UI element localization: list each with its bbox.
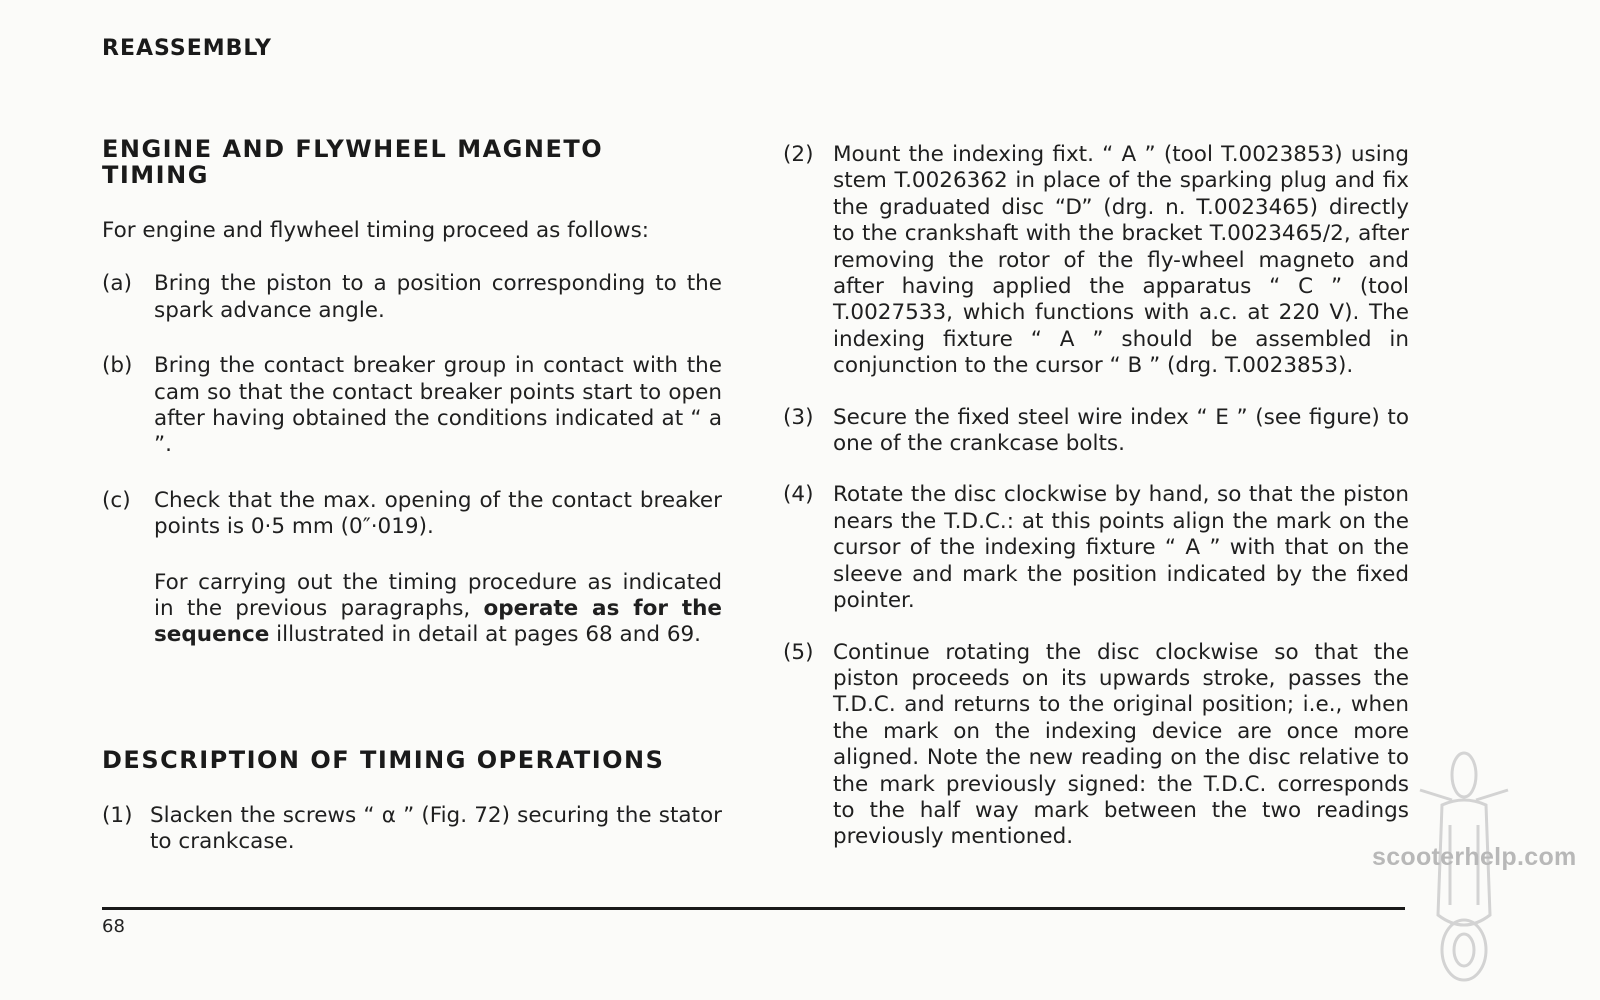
item-label: (a) [102,271,132,297]
heading-line: TIMING [102,161,209,189]
item-text: Check that the max. opening of the contact breaker points is 0·5 mm (0″·019). [154,487,722,540]
heading-engine-timing [102,136,722,188]
step-label: (5) [783,639,814,665]
item-text: Bring the contact breaker group in contact with the cam so that the contact breaker points start to open after having obtained the conditions indicated at “ a ”. [154,353,722,458]
step-label: (2) [783,142,814,167]
step-text: Secure the fixed steel wire index “ E ” (see figure) to one of the crankcase bolts. [833,404,1409,457]
step-4 [783,482,1409,614]
item-label: (b) [102,353,133,379]
right-column [783,142,1409,851]
page-number: 68 [102,916,125,937]
step-label: (4) [783,482,814,508]
heading-description: DESCRIPTION OF TIMING OPERATIONS [102,745,665,774]
list-item-b [102,353,722,459]
step-text: Mount the indexing fixt. “ A ” (tool T.0023853) using stem T.0026362 in place of the sparking plug and fix the graduated disc “D” (drg. n. T.0023465) directly to the crankshaft with the bracket T.0023465/2, after removing the rotor of the fly-wheel magneto and after having applied the apparatus “ C ” (tool T.0027533, which functions with a.c. at 220 V). The indexing fixture “ A ” should be assembled in conjunction to the cursor “ B ” (drg. T.0023853). [833,142,1409,379]
intro-paragraph: For engine and flywheel timing proceed as follows: [102,218,650,243]
step-5 [783,640,1409,851]
heading-line: ENGINE AND FLYWHEEL MAGNETO [102,135,604,163]
list-item-a [102,271,722,324]
watermark-text: scooterhelp.com [1372,843,1577,871]
step-label: (1) [102,802,133,828]
note-text-end: illustrated in detail at pages 68 and 69. [276,622,702,648]
list-item-c [102,488,722,541]
step-1 [102,803,722,856]
step-2 [783,142,1409,380]
note-text: For carrying out the timing procedure as indicated in the previous paragraphs, [154,569,722,622]
step-3 [783,405,1409,458]
note-bold-text: operate as for the sequence [154,596,722,648]
section-title: REASSEMBLY [102,36,272,61]
step-text: Slacken the screws “ α ” (Fig. 72) securing the stator to crankcase. [150,802,722,855]
left-column [102,136,722,856]
item-label: (c) [102,487,131,513]
step-text: Rotate the disc clockwise by hand, so that the piston nears the T.D.C.: at this points align the mark on the cursor of the indexing fixture “ A ” with that on the sleeve and mark the position indicated by the fixed pointer. [833,482,1409,614]
footer-rule [102,907,1405,910]
step-text: Continue rotating the disc clockwise so that the piston proceeds on its upwards stroke, passes the T.D.C. and returns to the original position; i.e., when the mark on the indexing device are once more aligned. Note the new reading on the disc relative to the mark previously signed: the T.D.C. corresponds to the half way mark between the two readings previously mentioned. [833,639,1409,850]
timing-note [154,570,722,649]
step-label: (3) [783,404,814,430]
item-text: Bring the piston to a position corresponding to the spark advance angle. [154,271,722,323]
